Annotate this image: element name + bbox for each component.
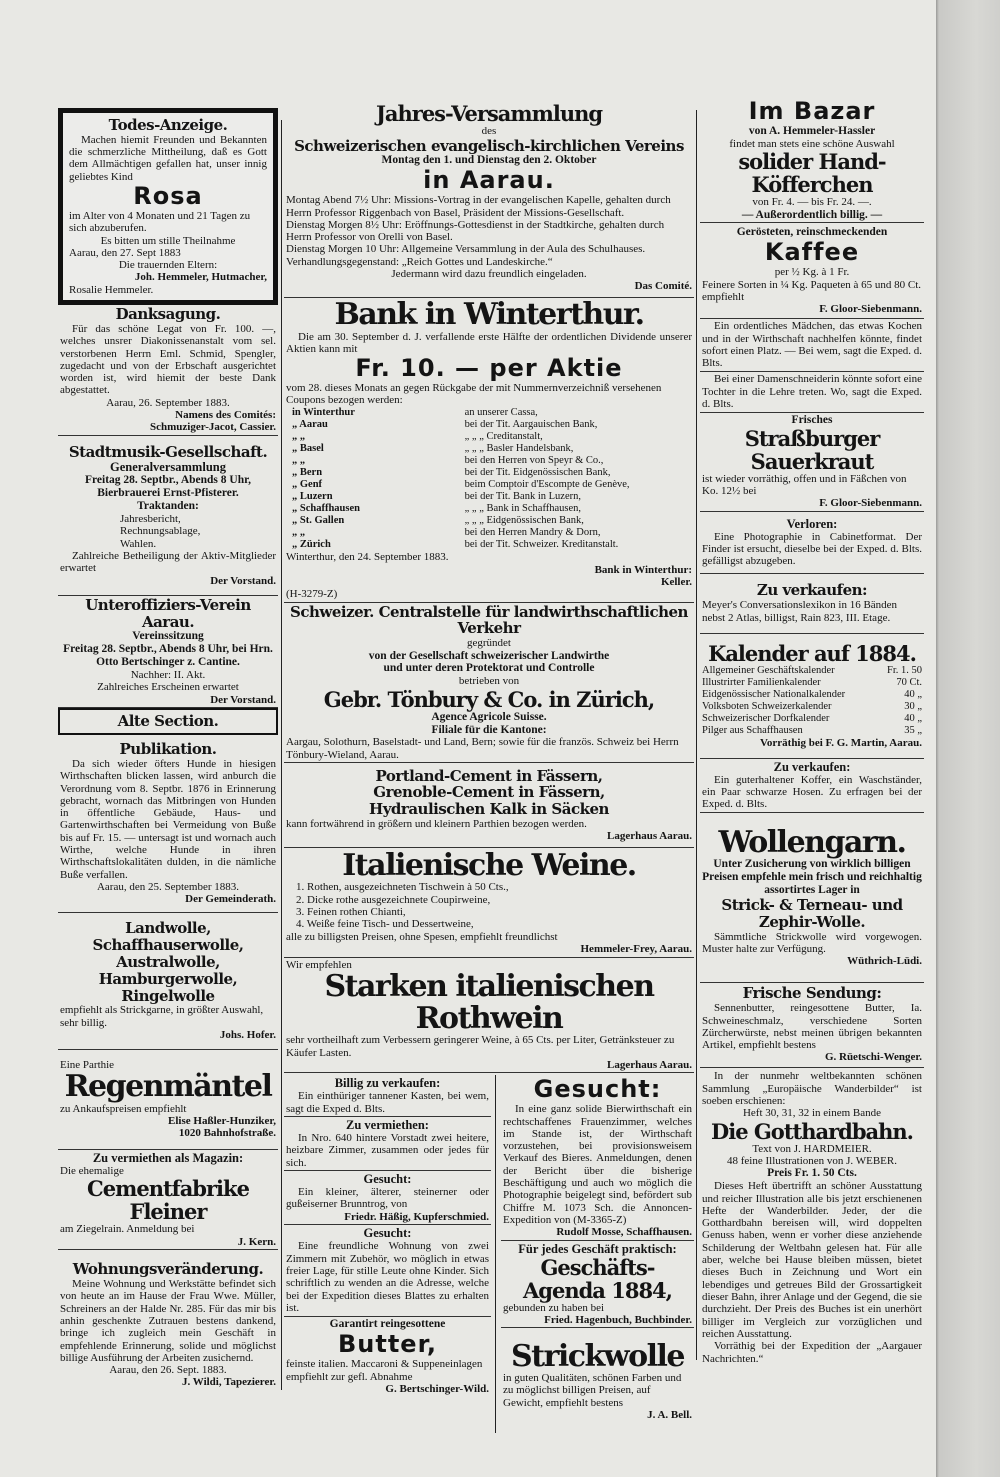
ad-heading: Schweizer. Centralstelle für landwirthschaftlichen Verkehr bbox=[290, 602, 688, 638]
ad-text: 48 feine Illustrationen von J. WEBER. bbox=[727, 1155, 897, 1168]
listing-value: bei den Herren Mandry & Dorn, bbox=[464, 527, 601, 539]
ad-text: Eine Parthie bbox=[60, 1059, 115, 1071]
column-middle-wrapper bbox=[284, 98, 694, 1433]
ad-text: feinste italien. Maccaroni & Suppeneinlagen empfiehlt zur gefl. Abnahme bbox=[286, 1358, 483, 1383]
listing-label: „ Aarau bbox=[292, 418, 328, 430]
ad-signature: Bank in Winterthur: bbox=[594, 563, 692, 576]
ad-heading: Publikation. bbox=[119, 740, 217, 759]
ad-heading: Danksagung. bbox=[115, 305, 221, 324]
ad-text: Eine freundliche Wohnung von zwei Zimmern mit Zubehör, wo möglich in etwas freier Lage, für stille Leute ohne Kinder. Sich schriftlich zu wenden an die Adresse, welche bei der Expedition dieses Blattes zu erhalten ist. bbox=[286, 1240, 489, 1314]
ad-heading: Landwolle, bbox=[125, 919, 211, 938]
ad-text: Machen hiemit Freunden und Bekannten die schmerzliche Mittheilung, daß es Gott dem Allmächtigen gefallen hat, unser innig geliebtes Kind bbox=[69, 133, 267, 183]
wanted-trough-ad bbox=[284, 1171, 491, 1225]
listing-label: Pilger aus Schaffhausen bbox=[702, 725, 803, 737]
ad-text: von A. Hemmeler-Hassler bbox=[748, 124, 876, 137]
listing-row bbox=[286, 467, 692, 479]
listing-row bbox=[286, 455, 692, 467]
bank-winterthur-ad bbox=[284, 298, 694, 603]
sauerkraut-ad bbox=[700, 413, 924, 512]
listing-value: „ „ „ Bank in Schaffhausen, bbox=[464, 503, 582, 515]
listing-value: 40 „ bbox=[904, 713, 922, 725]
ad-heading: Jahres-Versammlung bbox=[375, 101, 603, 127]
ad-text: von der Gesellschaft schweizerischer Landwirthe bbox=[368, 649, 610, 662]
ad-text: — Außerordentlich billig. — bbox=[741, 208, 883, 221]
ad-text: am Ziegelrain. Anmeldung bei bbox=[60, 1223, 195, 1236]
ad-signature: J. A. Bell. bbox=[647, 1409, 692, 1421]
ad-heading: Die Gotthardbahn. bbox=[711, 1118, 913, 1144]
column-middle-sub-right bbox=[496, 1075, 694, 1433]
listing-table bbox=[702, 665, 922, 737]
ad-text: Bei einer Damenschneiderin könnte sofort eine Tochter in die Lehre treten. Wo, sagt die Exped. d. Blts. bbox=[702, 373, 922, 410]
listing-value: beim Comptoir d'Escompte de Genève, bbox=[464, 479, 630, 490]
annual-meeting-ad bbox=[284, 98, 694, 298]
ad-text: Montag Abend 7½ Uhr: Missions-Vortrag in der evangelischen Kapelle, gehalten durch Herrn Professor Riggenbach von Basel, Präsident der Missions-Gesellschaft. bbox=[286, 194, 671, 219]
column-rule-right bbox=[696, 110, 697, 1360]
column-middle bbox=[284, 98, 694, 1073]
listing-row bbox=[286, 503, 692, 515]
ad-heading: Kaffee bbox=[764, 238, 860, 267]
listing-value: bei den Herren von Speyr & Co., bbox=[464, 454, 604, 466]
ad-text: Meine Wohnung und Werkstätte befindet sich von heute an im Hause der Frau Wwe. Müller, Schreiners an der Halde Nr. 285. Für das mir bis anhin geschenkte Zutrauen bestens dankend, bringe ich zugleich mein Geschäft in empfehlende Erinnerung, solide und möglichst billige Ausführung der Arbeiten zusichernd. bbox=[60, 1277, 276, 1364]
ad-text: Zahlreiches Erscheinen erwartet bbox=[97, 681, 239, 694]
page-edge-shadow bbox=[936, 0, 1000, 1477]
ad-heading: Unteroffiziers-Verein Aarau. bbox=[85, 595, 251, 631]
ad-signature: Vorräthig bei F. G. Martin, Aarau. bbox=[759, 737, 922, 750]
italian-wines-ad bbox=[284, 848, 694, 958]
listing-row bbox=[286, 479, 692, 491]
ad-heading: Kalender auf 1884. bbox=[708, 640, 916, 666]
ad-text: Die ehemalige bbox=[60, 1164, 124, 1177]
ad-text: Feinere Sorten in ¼ Kg. Paqueten à 65 und 80 Ct. empfiehlt bbox=[702, 278, 922, 303]
ad-signature: F. Gloor-Siebenmann. bbox=[819, 497, 922, 510]
ad-text: In Nro. 640 hintere Vorstadt zwei heitere, heizbare Zimmer, zusammen oder jedes für sich. bbox=[286, 1131, 489, 1169]
ad-heading: Frische Sendung: bbox=[742, 984, 882, 1003]
encyclopedia-ad bbox=[700, 574, 924, 634]
ad-heading: Stadtmusik-Gesellschaft. bbox=[68, 442, 268, 461]
listing-table bbox=[286, 407, 692, 552]
ad-signature: J. Kern. bbox=[237, 1235, 276, 1248]
listing-label: „ „ bbox=[292, 454, 306, 466]
listing-label: Allgemeiner Geschäftskalender bbox=[702, 664, 835, 676]
relocation-notice bbox=[58, 1250, 278, 1400]
ad-text: Aargau, Solothurn, Baselstadt- und Land, Bern; sowie für die französ. Schweiz bei Herrn Tönbury-Wieland, Aarau. bbox=[286, 736, 679, 761]
ad-text: Garantirt reingesottene bbox=[329, 1318, 446, 1331]
ad-text: betrieben von bbox=[458, 675, 520, 688]
ad-text: Es bitten um stille Theilnahme bbox=[100, 234, 236, 247]
alte-section-banner bbox=[58, 708, 278, 735]
ad-text: alle zu billigsten Preisen, ohne Spesen, empfiehlt freundlichst bbox=[286, 930, 558, 943]
ad-heading: Geschäfts-Agenda 1884, bbox=[523, 1254, 672, 1303]
ad-heading: Zu vermiethen als Magazin: bbox=[92, 1150, 244, 1165]
ad-heading: Schaffhauserwolle, bbox=[92, 936, 244, 955]
listing-row bbox=[286, 431, 692, 443]
ad-heading: Grenoble-Cement in Fässern, bbox=[373, 783, 605, 802]
listing-row bbox=[286, 407, 692, 419]
listing-row bbox=[286, 527, 692, 539]
wanted-apartment-ad bbox=[284, 1225, 491, 1317]
ad-heading: Ringelwolle bbox=[121, 986, 215, 1005]
ad-heading: Cementfabrike Fleiner bbox=[87, 1176, 249, 1225]
ad-text: Montag den 1. und Dienstag den 2. Oktober bbox=[381, 154, 597, 167]
ad-text: Sämmtliche Strickwolle wird vorgewogen. Muster halte zur Verfügung. bbox=[702, 930, 922, 955]
ad-text: zu Ankaufspreisen empfiehlt bbox=[60, 1102, 187, 1115]
wool-ad bbox=[58, 913, 278, 1050]
listing-value: 40 „ bbox=[904, 689, 922, 701]
ad-text: 3. Feinen rothen Chianti, bbox=[296, 906, 406, 918]
ad-signature: 1020 Bahnhofstraße. bbox=[178, 1127, 276, 1140]
ad-text: Freitag 28. Septbr., Abends 8 Uhr, Bierbrauerei Ernst-Pfisterer. bbox=[84, 474, 252, 500]
unteroffiziers-notice bbox=[58, 596, 278, 708]
ad-text: per ½ Kg. à 1 Fr. bbox=[774, 266, 850, 279]
ad-text: Frisches bbox=[791, 413, 833, 426]
fresh-delivery-ad bbox=[700, 983, 924, 1068]
ad-heading: Starken italienischen Rothwein bbox=[324, 969, 654, 1036]
ad-heading: Butter, bbox=[337, 1330, 438, 1359]
listing-value: „ „ „ Creditanstalt, bbox=[464, 430, 543, 442]
ad-text: empfiehlt als Strickgarne, in größter Auswahl, sehr billig. bbox=[60, 1004, 264, 1029]
ad-text: Gerösteten, reinschmeckenden bbox=[736, 226, 888, 239]
agricultural-office-ad bbox=[284, 603, 694, 763]
ad-heading: Wohnungsveränderung. bbox=[72, 1260, 264, 1279]
ad-heading: Gesucht: bbox=[533, 1075, 662, 1104]
ad-heading: Wollengarn. bbox=[718, 824, 906, 860]
listing-value: 70 Ct. bbox=[896, 676, 922, 688]
ad-text: Rechnungsablage, bbox=[120, 525, 201, 538]
listing-label: Volksboten Schweizerkalender bbox=[702, 701, 832, 713]
ad-heading: Verloren: bbox=[786, 516, 838, 531]
listing-row bbox=[702, 689, 922, 701]
ad-heading: Todes-Anzeige. bbox=[108, 116, 228, 134]
death-notice bbox=[58, 108, 278, 305]
ad-heading: solider Hand-Köfferchen bbox=[738, 149, 886, 198]
ad-text: 4. Weiße feine Tisch- und Dessertweine, bbox=[296, 918, 474, 931]
ad-text: vom 28. dieses Monats an gegen Rückgabe der mit Nummernverzeichniß versehenen Coupons bezogen werden: bbox=[286, 382, 662, 407]
ad-signature: Joh. Hemmeler, Hutmacher, bbox=[134, 271, 267, 284]
listing-row bbox=[702, 677, 922, 689]
coffee-ad bbox=[700, 223, 924, 319]
agenda-ad bbox=[501, 1241, 694, 1329]
ad-signature: Elise Haßler-Hunziker, bbox=[168, 1115, 276, 1128]
rental-magazine-ad bbox=[58, 1150, 278, 1250]
ad-heading: Zu verkaufen: bbox=[773, 759, 851, 774]
ad-text: Jahresbericht, bbox=[120, 512, 181, 525]
ad-text: Zahlreiche Betheiligung der Aktiv-Mitglieder erwartet bbox=[60, 549, 276, 575]
red-wine-ad bbox=[284, 958, 694, 1073]
listing-row bbox=[286, 443, 692, 455]
butter-ad bbox=[284, 1317, 491, 1397]
column-left bbox=[58, 108, 278, 1400]
ad-text: Eine Photographie in Cabinetformat. Der Finder ist ersucht, dieselbe bei der Exped. d. Blts. gefälligst abzugeben. bbox=[702, 530, 922, 568]
trunk-for-sale-ad bbox=[700, 759, 924, 813]
ad-heading: Italienische Weine. bbox=[342, 847, 636, 883]
ad-signature: Wüthrich-Lüdi. bbox=[847, 955, 922, 968]
listing-label: „ St. Gallen bbox=[292, 515, 345, 527]
ad-signature: Lagerhaus Aarau. bbox=[607, 830, 692, 843]
ad-text: Ein einthüriger tannener Kasten, bei wem, sagt die Exped d. Blts. bbox=[286, 1090, 489, 1115]
listing-value: „ „ „ Basler Handelsbank, bbox=[464, 442, 574, 454]
ad-text: (H-3279-Z) bbox=[286, 588, 338, 601]
ad-signature: Der Vorstand. bbox=[210, 574, 276, 587]
listing-row bbox=[702, 725, 922, 737]
ad-text: Traktanden: bbox=[137, 500, 199, 513]
for-sale-chest-ad bbox=[284, 1075, 491, 1117]
listing-row bbox=[286, 515, 692, 527]
ad-heading: Australwolle, bbox=[116, 953, 220, 971]
ad-heading: Rosa bbox=[133, 182, 203, 211]
apprentice-ad bbox=[700, 372, 924, 413]
listing-label: „ Luzern bbox=[292, 491, 333, 503]
ad-text: Sennenbutter, reingesottene Butter, Ia. Schweineschmalz, verschiedene Sorten Zürcherwürste, nebst meinen übrigen bekannten Artikel, empfiehlt bestens bbox=[702, 1002, 922, 1052]
ad-text: Aarau, den 26. Sept. 1883. bbox=[109, 1364, 227, 1377]
listing-label: „ Zürich bbox=[292, 539, 331, 551]
publication-notice bbox=[58, 735, 278, 913]
listing-value: an unserer Cassa, bbox=[464, 406, 538, 418]
ad-signature: Lagerhaus Aarau. bbox=[607, 1059, 692, 1071]
ad-text: Für das schöne Legat von Fr. 100. —, welches unsrer Diakonissenanstalt vom sel. verstorbenen Herrn Eml. Schmid, Spengler, zugedacht und von der Erbschaft ausgerichtet worden ist, wird hiemit der beste Dank abgestattet. bbox=[60, 322, 276, 397]
ad-signature: Schmuziger-Jacot, Cassier. bbox=[150, 421, 276, 434]
ad-text: des bbox=[481, 125, 497, 138]
ad-signature: Das Comité. bbox=[634, 280, 692, 293]
ad-text: Dienstag Morgen 8½ Uhr: Eröffnungs-Gottesdienst in der Stadtkirche, gehalten durch Herrn Professor von Orelli von Basel. bbox=[286, 218, 665, 244]
ad-text: 2. Dicke rothe ausgezeichnete Coupirweine, bbox=[296, 893, 491, 906]
ad-heading: Fr. 10. — per Aktie bbox=[355, 354, 623, 383]
column-middle-split bbox=[284, 1075, 694, 1433]
listing-value: bei der Tit. Schweizer. Kreditanstalt. bbox=[464, 539, 619, 551]
ad-heading: Gebr. Tönbury & Co. in Zürich, bbox=[323, 686, 655, 712]
ad-text: von Fr. 4. — bis Fr. 24. —. bbox=[752, 196, 872, 209]
ad-heading: in Aarau. bbox=[423, 166, 555, 195]
ad-text: sehr vortheilhaft zum Verbessern geringerer Weine, à 65 Cts. per Liter, Getränksteuer zu Käufer Lasten. bbox=[286, 1034, 675, 1059]
ad-heading: Im Bazar bbox=[748, 97, 876, 125]
listing-label: Eidgenössischer Nationalkalender bbox=[702, 689, 846, 701]
ad-heading: Alte Section. bbox=[117, 711, 219, 730]
ad-text: Unter Zusicherung von wirklich billigen Preisen empfehle mein frisch und reichhaltig assortirtes Lager in bbox=[702, 858, 922, 897]
column-right bbox=[700, 97, 924, 1368]
ad-text: 1. Rothen, ausgezeichneten Tischwein à 50 Cts., bbox=[296, 881, 509, 894]
listing-label: „ „ bbox=[292, 527, 306, 539]
listing-value: bei der Tit. Bank in Luzern, bbox=[464, 491, 581, 503]
thanks-notice bbox=[58, 305, 278, 436]
ad-text: gebunden zu haben bei bbox=[503, 1301, 605, 1314]
ad-signature: Der Vorstand. bbox=[210, 693, 276, 706]
listing-label: Schweizerischer Dorfkalender bbox=[702, 713, 830, 725]
column-middle-sub-left bbox=[284, 1075, 496, 1433]
ad-signature: Der Gemeinderath. bbox=[185, 893, 276, 906]
wanted-barmaid-ad bbox=[501, 1075, 694, 1240]
ad-heading: Billig zu verkaufen: bbox=[334, 1076, 441, 1091]
ad-text: Aarau, den 25. September 1883. bbox=[96, 881, 240, 894]
ad-heading: Regenmäntel bbox=[64, 1069, 272, 1105]
listing-row bbox=[286, 491, 692, 503]
ad-heading: Strickwolle bbox=[511, 1338, 684, 1374]
listing-row bbox=[286, 539, 692, 551]
ad-signature: Johs. Hofer. bbox=[219, 1029, 276, 1042]
listing-value: bei der Tit. Eidgenössischen Bank, bbox=[464, 466, 611, 478]
ad-text: Freitag 28. Septbr., Abends 8 Uhr, bei Hrn. Otto Bertschinger z. Cantine. bbox=[63, 643, 273, 669]
ad-text: Agence Agricole Suisse. bbox=[431, 710, 547, 723]
ad-text: im Alter von 4 Monaten und 21 Tagen zu sich abzuberufen. bbox=[69, 209, 251, 235]
ad-text: Meyer's Conversationslexikon in 16 Bänden nebst 2 Atlas, billigst, Rain 823, III. Etage. bbox=[702, 599, 898, 624]
ad-heading: Generalversammlung bbox=[110, 460, 226, 475]
listing-label: „ „ bbox=[292, 430, 306, 442]
ad-text: in guten Qualitäten, schönen Farben und zu möglichst billigen Preisen, auf Gewicht, empfiehlt bestens bbox=[503, 1372, 682, 1409]
ad-signature: J. Wildi, Tapezierer. bbox=[181, 1376, 276, 1389]
column-rule-left bbox=[281, 120, 282, 1390]
ad-signature: G. Rüetschi-Wenger. bbox=[824, 1051, 922, 1064]
rooms-for-rent-ad bbox=[284, 1117, 491, 1171]
knitting-wool-ad bbox=[501, 1328, 694, 1433]
ad-text: In eine ganz solide Bierwirthschaft ein rechtschaffenes Frauenzimmer, welches im Stande ist, der Wirthschaft vorzustehen, bei provisionsweisem Verkauf des Bieres. Anmeldungen, denen der Bericht über die bisherige Beschäftigung und auch wo möglich die Photographie beigelegt sind, befördert sub Chiffre M. 1073 Sch. die Annoncen-Expedition von (M-3365-Z) bbox=[503, 1103, 692, 1226]
ad-text: kann fortwährend in größern und kleinern Parthien bezogen werden. bbox=[286, 817, 587, 830]
ad-text: Die am 30. September d. J. verfallende erste Hälfte der ordentlichen Dividende unserer Aktien kann mit bbox=[286, 330, 692, 355]
ad-heading: Für jedes Geschäft praktisch: bbox=[518, 1241, 677, 1256]
ad-text: Ein guterhaltener Koffer, ein Waschständer, ein Paar schwarze Hosen. Zu erfragen bei der Exped. d. Blts. bbox=[702, 773, 922, 811]
listing-label: „ Bern bbox=[292, 466, 323, 478]
ad-text: Wir empfehlen bbox=[286, 959, 352, 972]
ad-text: Text von J. HARDMEIER. bbox=[752, 1142, 872, 1155]
gotthardbahn-ad bbox=[700, 1068, 924, 1368]
ad-signature: F. Gloor-Siebenmann. bbox=[819, 303, 922, 316]
ad-text: Ein kleiner, älterer, steinerner oder gußeiserner Brunntrog, von bbox=[286, 1185, 489, 1211]
ad-text: Nachher: II. Akt. bbox=[130, 668, 206, 681]
ad-text: Jedermann wird dazu freundlich eingeladen. bbox=[391, 268, 587, 281]
ad-text: Aarau, den 27. Sept 1883 bbox=[69, 246, 181, 259]
listing-row bbox=[702, 701, 922, 713]
listing-row bbox=[702, 665, 922, 677]
ad-text: Rosalie Hemmeler. bbox=[69, 283, 154, 296]
yarn-ad bbox=[700, 813, 924, 983]
ad-text: Dienstag Morgen 10 Uhr: Allgemeine Versammlung in der Aula des Schulhauses. Verhandlungsgegenstand: „Reich Gottes und Landeskirche.“ bbox=[286, 243, 646, 268]
listing-label: Illustrirter Familienkalender bbox=[702, 676, 821, 688]
listing-value: 30 „ bbox=[904, 701, 922, 713]
ad-signature: Namens des Comités: bbox=[175, 409, 276, 422]
listing-value: bei der Tit. Aargauischen Bank, bbox=[464, 418, 598, 430]
stadtmusik-notice bbox=[58, 436, 278, 596]
ad-text: Ein ordentliches Mädchen, das etwas Kochen und in der Wirthschaft nachhelfen könnte, findet sofort einen Platz. — Bei wem, sagt die Exped. d. Blts. bbox=[702, 320, 922, 370]
listing-row bbox=[702, 713, 922, 725]
ad-heading: Straßburger Sauerkraut bbox=[744, 425, 880, 474]
ad-text: findet man stets eine schöne Auswahl bbox=[729, 137, 895, 150]
listing-label: „ Basel bbox=[292, 442, 324, 454]
ad-heading: Zu vermiethen: bbox=[346, 1117, 429, 1132]
ad-heading: Hamburgerwolle, bbox=[98, 969, 238, 988]
ad-signature: Keller. bbox=[660, 576, 692, 588]
ad-text: Wahlen. bbox=[120, 537, 157, 550]
ad-text: gegründet bbox=[467, 637, 511, 650]
listing-label: „ Genf bbox=[292, 479, 323, 490]
ad-heading: Schweizerischen evangelisch-kirchlichen Vereins bbox=[294, 136, 684, 155]
ad-text: Vorräthig bei der Expedition der „Aargauer Nachrichten.“ bbox=[702, 1340, 922, 1365]
ad-text: Die trauernden Eltern: bbox=[118, 259, 218, 272]
ad-text: Heft 30, 31, 32 in einem Bande bbox=[742, 1107, 882, 1120]
ad-signature: Friedr. Häßig, Kupferschmied. bbox=[344, 1210, 489, 1223]
ad-text: Filiale für die Kantone: bbox=[431, 723, 547, 736]
ad-signature: Fried. Hagenbuch, Buchbinder. bbox=[544, 1314, 692, 1327]
listing-label: „ Schaffhausen bbox=[292, 503, 360, 515]
ad-heading: Hydraulischen Kalk in Säcken bbox=[369, 800, 609, 819]
ad-heading: Gesucht: bbox=[363, 1226, 412, 1241]
ad-text: Winterthur, den 24. September 1883. bbox=[286, 551, 449, 564]
listing-label: in Winterthur bbox=[292, 406, 355, 418]
ad-text: Vereinssitzung bbox=[132, 630, 204, 643]
raincoat-ad bbox=[58, 1050, 278, 1150]
ad-text: und unter deren Protektorat und Controlle bbox=[383, 662, 595, 675]
bazar-ad bbox=[700, 97, 924, 223]
ad-signature: G. Bertschinger-Wild. bbox=[385, 1382, 489, 1395]
ad-heading: Bank in Winterthur. bbox=[334, 297, 644, 332]
ad-heading: Gesucht: bbox=[363, 1171, 412, 1186]
ad-text: In der nunmehr weltbekannten schönen Sammlung „Europäische Wanderbilder“ ist soeben erschienen: bbox=[702, 1070, 922, 1107]
ad-text: Aarau, 26. September 1883. bbox=[106, 396, 230, 409]
ad-text: Da sich wieder öfters Hunde in hiesigen Wirthschaften blicken lassen, wird anburch die Verordnung vom 8. Septbr. 1876 in Erinnerung gebracht, wornach das Mitbringen von Hunden in öffentliche Gebäude, Haus- und Gartenwirthschaften bei Vermeidung von Buße bis auf Fr. 15. — untersagt ist und wornach auch Wirthe, welche Hunde in ihren Wirthschaftslokalitäten dulden, in die nämliche Buße verfallen. bbox=[60, 757, 276, 881]
maid-wanted-ad bbox=[700, 319, 924, 371]
ad-heading: Strick- & Terneau- und Zephir-Wolle. bbox=[721, 895, 903, 931]
ad-heading: Zu verkaufen: bbox=[756, 581, 868, 600]
listing-value: Fr. 1. 50 bbox=[886, 664, 922, 676]
calendar-ad bbox=[700, 634, 924, 759]
ad-text: Dieses Heft übertrifft an schöner Ausstattung und reicher Illustration alle bis jetzt erschienenen Hefte der Wanderbilder. Jeder, der die Gotthardbahn bereisen will, wird doppelten Genuss haben, wenn er vorher diese anziehende Schilderung der Weltbahn gelesen hat. Für alle aber, welche bei Hause bleiben müssen, bietet dieses Buch in Zeichnung und Wort ein lebendiges und getreues Bild der Grossartigkeit dieser Bahn, ihrer Anlage und der Gegend, die sie durchzieht. Der Preis des Buches ist ein unerhört billiger im Vergleich zur vorzüglichen und reichen Ausstattung. bbox=[702, 1180, 922, 1340]
ad-text: ist wieder vorräthig, offen und in Fäßchen von Ko. 12½ bei bbox=[702, 472, 907, 498]
ad-heading: Portland-Cement in Fässern, bbox=[375, 766, 603, 785]
ad-text: Preis Fr. 1. 50 Cts. bbox=[767, 1167, 857, 1180]
ad-signature: Hemmeler-Frey, Aarau. bbox=[580, 942, 692, 955]
listing-row bbox=[286, 419, 692, 431]
listing-value: 35 „ bbox=[904, 725, 922, 737]
lost-photo-ad bbox=[700, 512, 924, 574]
ad-signature: Rudolf Mosse, Schaffhausen. bbox=[556, 1226, 692, 1239]
listing-value: „ „ „ Eidgenössischen Bank, bbox=[464, 515, 584, 527]
cement-ad bbox=[284, 763, 694, 848]
